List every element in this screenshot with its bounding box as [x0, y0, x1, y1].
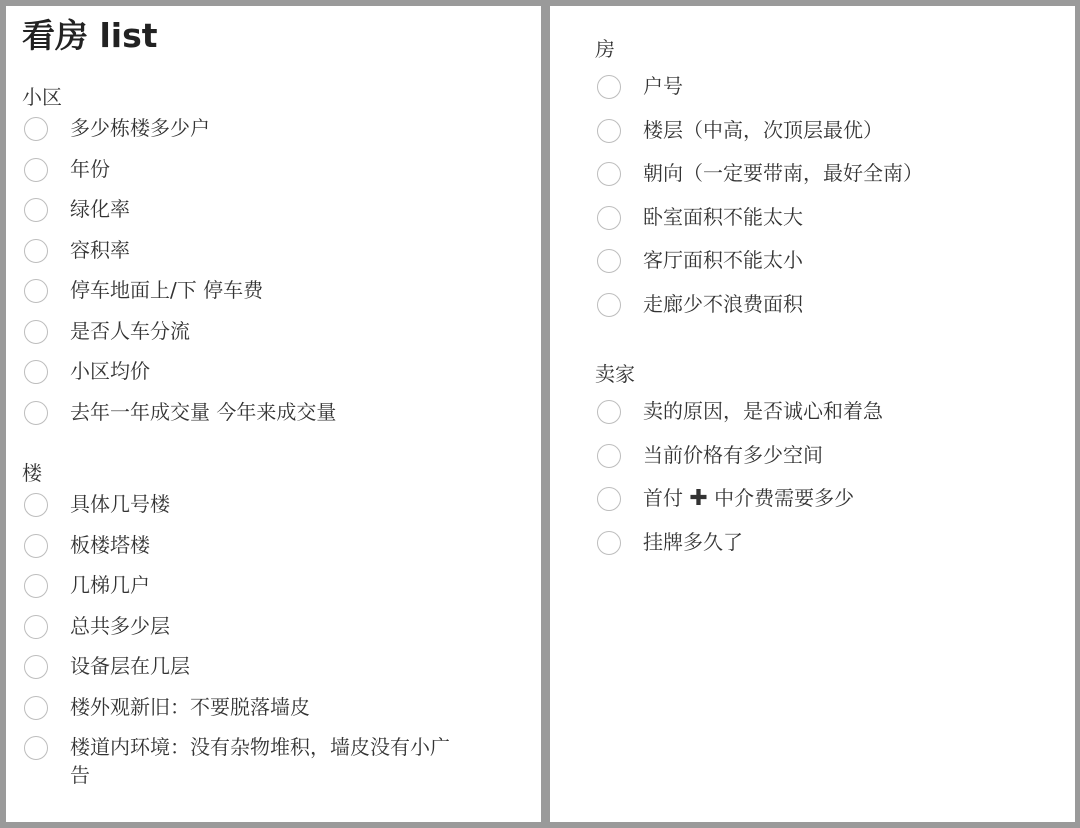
checkbox[interactable]	[24, 696, 48, 720]
checkbox[interactable]	[597, 249, 621, 273]
checklist-item-label: 设备层在几层	[70, 654, 190, 678]
checklist-item-label: 朝向（一定要带南，最好全南）	[643, 161, 923, 185]
checklist-item[interactable]	[595, 528, 1055, 572]
checkbox[interactable]	[24, 736, 48, 760]
section-heading-building: 楼	[22, 461, 42, 485]
checklist-item-label: 多少栋楼多少户	[70, 116, 210, 140]
checkbox[interactable]	[597, 487, 621, 511]
checklist-item[interactable]	[22, 652, 525, 693]
checklist-item[interactable]	[22, 114, 525, 155]
checklist-item-label: 是否人车分流	[70, 318, 190, 343]
checklist-seller	[595, 397, 1055, 571]
checkbox[interactable]	[24, 279, 48, 303]
checklist-item[interactable]	[22, 531, 525, 572]
checkbox[interactable]	[597, 293, 621, 317]
checkbox[interactable]	[597, 119, 621, 143]
checkbox[interactable]	[24, 401, 48, 425]
checkbox[interactable]	[597, 206, 621, 230]
checklist-item-label: 绿化率	[70, 197, 130, 221]
checklist-item-label: 楼道内环境：没有杂物堆积，墙皮没有小广告	[70, 735, 450, 787]
checklist-item[interactable]	[22, 236, 525, 277]
checklist-item[interactable]	[22, 276, 525, 317]
checklist-item[interactable]	[595, 484, 1055, 528]
checklist-item-label	[643, 484, 854, 512]
checkbox[interactable]	[24, 574, 48, 598]
checkbox[interactable]	[597, 531, 621, 555]
checklist-item-label: 卖的原因，是否诚心和着急	[643, 399, 883, 423]
checklist-item-label: 楼层（中高，次顶层最优）	[643, 117, 883, 142]
checkbox[interactable]	[597, 444, 621, 468]
checklist-item[interactable]	[595, 159, 1055, 203]
checklist-item[interactable]	[595, 246, 1055, 290]
checkbox[interactable]	[24, 655, 48, 679]
section-spacer	[595, 333, 1055, 361]
checkbox[interactable]	[597, 400, 621, 424]
checklist-building	[22, 490, 525, 789]
checklist-item[interactable]	[595, 116, 1055, 160]
checklist-item-label: 当前价格有多少空间	[643, 442, 823, 467]
section-heading-community: 小区	[22, 85, 62, 109]
checklist-item[interactable]	[595, 72, 1055, 116]
checklist-item-label: 具体几号楼	[70, 492, 170, 516]
checklist-item[interactable]	[22, 317, 525, 358]
checkbox[interactable]	[24, 615, 48, 639]
checkbox[interactable]	[24, 493, 48, 517]
checklist-item[interactable]	[22, 357, 525, 398]
checkbox[interactable]	[24, 360, 48, 384]
checklist-item-label: 小区均价	[70, 359, 150, 383]
plus-icon: ✚	[689, 486, 708, 511]
checklist-item-label: 总共多少层	[70, 613, 170, 638]
checkbox[interactable]	[597, 75, 621, 99]
checklist-item[interactable]	[22, 733, 525, 789]
checklist-item-label: 楼外观新旧：不要脱落墙皮	[70, 694, 310, 719]
checkbox[interactable]	[597, 162, 621, 186]
checkbox[interactable]	[24, 320, 48, 344]
checklist-item-label: 客厅面积不能太小	[643, 248, 803, 272]
checklist-item[interactable]	[22, 490, 525, 531]
checklist-item-label: 走廊少不浪费面积	[643, 291, 803, 316]
checklist-item[interactable]	[22, 693, 525, 734]
checklist-item-label: 去年一年成交量 今年来成交量	[70, 399, 337, 424]
checklist-item-label: 容积率	[70, 237, 130, 262]
checklist-item-label: 户号	[643, 74, 683, 98]
checklist-item[interactable]	[22, 155, 525, 196]
checklist-item[interactable]	[22, 398, 525, 439]
section-spacer	[22, 438, 525, 460]
checklist-item[interactable]	[595, 441, 1055, 485]
left-panel	[6, 6, 541, 822]
down-payment-text: 首付	[643, 486, 683, 510]
checklist-item-label: 挂牌多久了	[643, 529, 743, 554]
checkbox[interactable]	[24, 534, 48, 558]
checklist-item-label: 停车地面上/下 停车费	[70, 278, 264, 302]
checkbox[interactable]	[24, 239, 48, 263]
page-title: 看房 list	[22, 16, 158, 55]
section-heading-seller: 卖家	[595, 362, 635, 386]
checklist-item[interactable]	[22, 571, 525, 612]
right-panel	[550, 6, 1075, 822]
checkbox[interactable]	[24, 158, 48, 182]
agent-fee-text: 中介费需要多少	[714, 486, 855, 510]
checkbox[interactable]	[24, 117, 48, 141]
checklist-item[interactable]	[595, 397, 1055, 441]
checkbox[interactable]	[24, 198, 48, 222]
checklist-item[interactable]	[22, 612, 525, 653]
checklist-item[interactable]	[595, 290, 1055, 334]
checklist-apartment	[595, 72, 1055, 333]
checklist-community	[22, 114, 525, 438]
checklist-item-label: 年份	[70, 156, 110, 181]
checklist-item-label: 几梯几户	[70, 573, 150, 597]
checklist-item[interactable]	[595, 203, 1055, 247]
checklist-item-label: 板楼塔楼	[70, 532, 150, 557]
section-heading-apartment: 房	[595, 37, 615, 61]
checklist-item-label: 卧室面积不能太大	[643, 204, 803, 229]
checklist-item[interactable]	[22, 195, 525, 236]
